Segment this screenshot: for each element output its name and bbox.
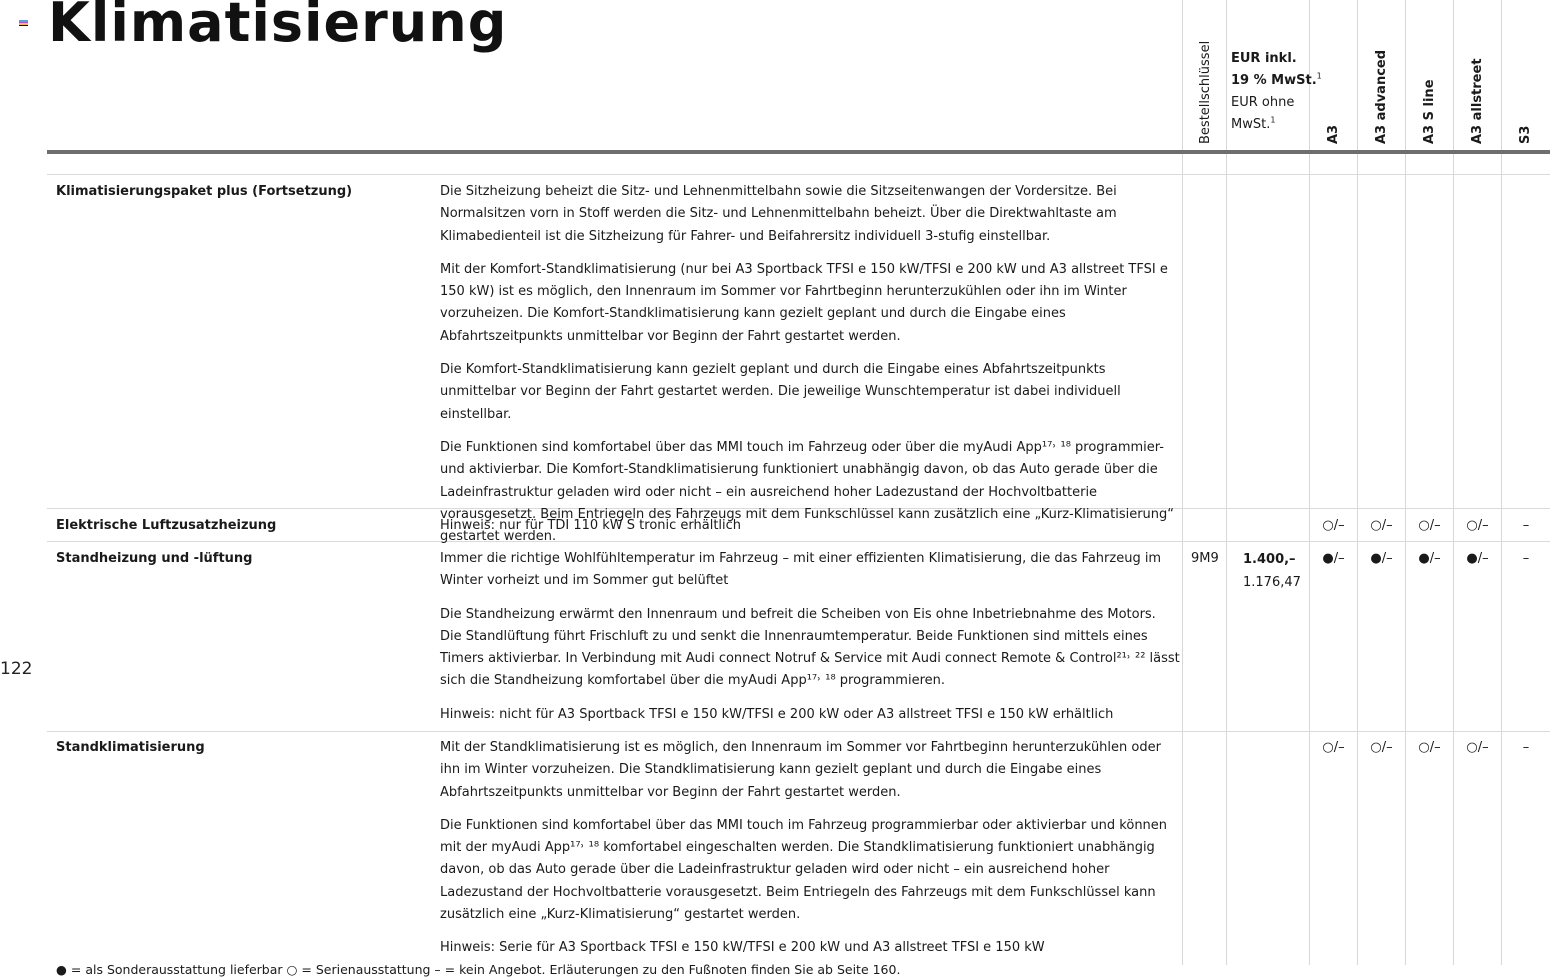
column-header-s3: S3 (1518, 125, 1533, 144)
column-divider (1405, 0, 1406, 965)
column-divider (1226, 0, 1227, 965)
availability-a3-allstreet: ○/– (1466, 740, 1489, 755)
availability-s3: – (1522, 740, 1530, 755)
price (1243, 548, 1301, 594)
availability-a3-advanced: ○/– (1370, 740, 1393, 755)
page-title: Klimatisierung (48, 0, 508, 54)
color-registration-mark (19, 20, 28, 27)
legend: ● = als Sonderausstattung lieferbar ○ = Serienausstattung – = kein Angebot. Erläuterungen zu den Fußnoten finden Sie ab Seite 160. (56, 962, 901, 977)
availability-s3: – (1522, 518, 1530, 533)
availability-a3-s-line: ●/– (1418, 551, 1441, 566)
price-net-label-2: MwSt. (1231, 117, 1271, 132)
feature-name: Standklimatisierung (56, 740, 205, 755)
price-net-label-1: EUR ohne (1231, 95, 1295, 110)
column-divider (1309, 0, 1310, 965)
availability-a3-allstreet: ●/– (1466, 551, 1489, 566)
page-number: 122 (0, 659, 33, 679)
column-header-a3-allstreet: A3 allstreet (1470, 58, 1485, 144)
price-net: 1.176,47 (1243, 575, 1301, 590)
header-rule (47, 150, 1550, 154)
feature-description: Mit der Standklimatisierung ist es möglich, den Innenraum im Sommer vor Fahrtbeginn herunterzukühlen oder ihn im Winter vorzuheizen. Die Standklimatisierung kann gezielt geplant und durch die Eingabe eines Abfahrtszeitpunkts unmittelbar vor Beginn der Fahrt gestartet werden. Die Funktionen sind komfortabel über das MMI touch im Fahrzeug programmierbar oder aktivierbar und können mit der myAudi App¹⁷˒ ¹⁸ komfortabel eingeschalten werden. Die Standklimatisierung funktioniert unabhängig davon, ob das Auto gerade über die Ladeinfrastruktur geladen wird oder nicht – ein ausreichend hoher Ladezustand der Hochvoltbatterie vorausgesetzt. Beim Entriegeln des Fahrzeugs mit dem Funkschlüssel kann zusätzlich eine „Kurz-Klimatisierung“ gestartet werden. Hinweis: Serie für A3 Sportback TFSI e 150 kW/TFSI e 200 kW und A3 allstreet TFSI e 150 kW (440, 740, 1168, 956)
column-header-order-key: Bestellschlüssel (1198, 40, 1213, 144)
column-header-price: EUR inkl. 19 % MwSt.$^1$ EUR ohne MwSt.$^1$ (1231, 51, 1322, 132)
column-divider (1501, 0, 1502, 965)
availability-a3: ○/– (1322, 740, 1345, 755)
availability-s3: – (1522, 551, 1530, 566)
feature-name: Klimatisierungspaket plus (Fortsetzung) (56, 184, 353, 199)
feature-name: Standheizung und -lüftung (56, 551, 253, 566)
order-code: 9M9 (1191, 551, 1219, 566)
availability-a3: ○/– (1322, 518, 1345, 533)
price-gross: 1.400,– (1243, 552, 1296, 567)
price-gross-label-1: EUR inkl. (1231, 51, 1297, 66)
feature-description: Hinweis: nur für TDI 110 kW S tronic erhältlich (440, 518, 742, 533)
availability-a3-advanced: ●/– (1370, 551, 1393, 566)
column-header-a3: A3 (1326, 124, 1341, 144)
feature-description: Die Sitzheizung beheizt die Sitz- und Lehnenmittelbahn sowie die Sitzseitenwangen der Vordersitze. Bei Normalsitzen vorn in Stoff werden die Sitz- und Lehnenmittelbahn beheizt. Über die Direktwahltaste am Klimabedienteil ist die Sitzheizung für Fahrer- und Beifahrersitz individuell 3-stufig einstellbar. Mit der Komfort-Standklimatisierung (nur bei A3 Sportback TFSI e 150 kW/TFSI e 200 kW und A3 allstreet TFSI e 150 kW) ist es möglich, den Innenraum im Sommer vor Fahrtbeginn herunterzukühlen oder ihn im Winter vorzuheizen. Die Komfort-Standklimatisierung kann gezielt geplant und durch die Eingabe eines Abfahrtszeitpunkts unmittelbar vor Beginn der Fahrt gestartet werden. Die Komfort-Standklimatisierung kann gezielt geplant und durch die Eingabe eines Abfahrtszeitpunkts unmittelbar vor Beginn der Fahrt gestartet werden. Die jeweilige Wunschtemperatur ist dabei individuell einstellbar. Die Funktionen sind komfortabel über das MMI touch im Fahrzeug oder über die myAudi App¹⁷˒ ¹⁸ programmier- und aktivierbar. Die Komfort-Standklimatisierung funktioniert unabhängig davon, ob das Auto gerade über die Ladeinfrastruktur geladen wird oder nicht – ein ausreichend hoher Ladezustand der Hochvoltbatterie vorausgesetzt. Beim Entriegeln des Fahrzeugs mit dem Funkschlüssel kann zusätzlich eine „Kurz-Klimatisierung“ gestartet werden. (440, 184, 1175, 545)
feature-name: Elektrische Luftzusatzheizung (56, 518, 277, 533)
column-divider (1182, 0, 1183, 965)
availability-a3-s-line: ○/– (1418, 518, 1441, 533)
column-header-a3-advanced: A3 advanced (1374, 49, 1389, 144)
availability-a3: ●/– (1322, 551, 1345, 566)
column-divider (1357, 0, 1358, 965)
column-header-a3-s-line: A3 S line (1422, 79, 1437, 144)
price-gross-label-2: 19 % MwSt. (1231, 73, 1317, 88)
feature-description: Immer die richtige Wohlfühltemperatur im Fahrzeug – mit einer effizienten Klimatisierung, die das Fahrzeug im Winter vorheizt und im Sommer gut belüftet Die Standheizung erwärmt den Innenraum und befreit die Scheiben von Eis ohne Inbetriebnahme des Motors. Die Standlüftung führt Frischluft zu und senkt die Innenraumtemperatur. Beide Funktionen sind mittels eines Timers aktivierbar. In Verbindung mit Audi connect Notruf & Service mit Audi connect Remote & Control²¹˒ ²² lässt sich die Standheizung komfortabel über die myAudi App¹⁷˒ ¹⁸ programmieren. Hinweis: nicht für A3 Sportback TFSI e 150 kW/TFSI e 200 kW oder A3 allstreet TFSI e 150 kW erhältlich (440, 551, 1180, 722)
availability-a3-allstreet: ○/– (1466, 518, 1489, 533)
column-divider (1453, 0, 1454, 965)
row-divider (47, 174, 1550, 175)
availability-a3-s-line: ○/– (1418, 740, 1441, 755)
availability-a3-advanced: ○/– (1370, 518, 1393, 533)
